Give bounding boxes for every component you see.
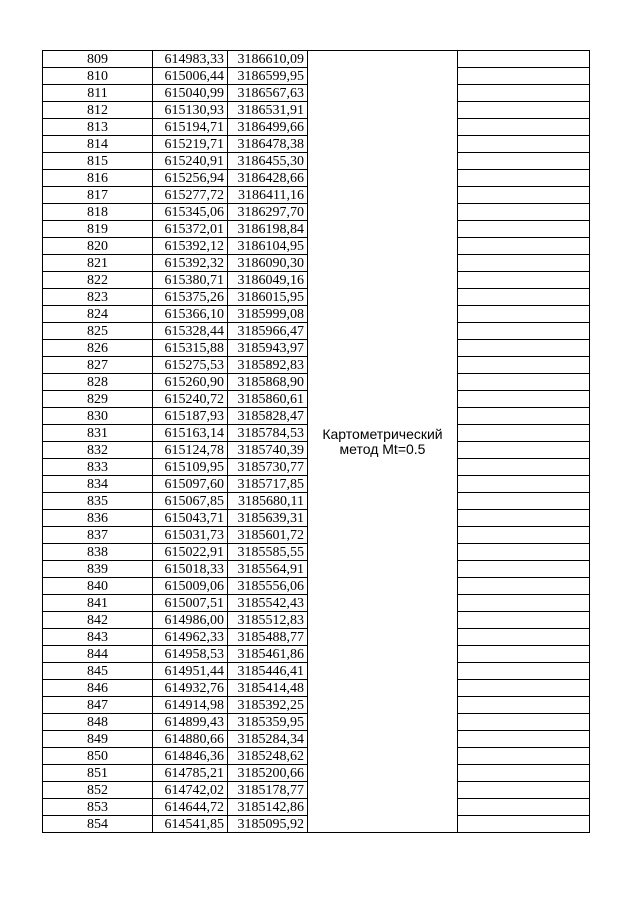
point-number-cell: 817 (43, 187, 153, 204)
x-coordinate-cell: 615007,51 (153, 595, 228, 612)
point-number-cell: 814 (43, 136, 153, 153)
empty-cell (458, 51, 590, 68)
empty-cell (458, 799, 590, 816)
y-coordinate-cell: 3185639,31 (228, 510, 308, 527)
point-number-cell: 831 (43, 425, 153, 442)
empty-cell (458, 272, 590, 289)
x-coordinate-cell: 614742,02 (153, 782, 228, 799)
point-number-cell: 820 (43, 238, 153, 255)
x-coordinate-cell: 615130,93 (153, 102, 228, 119)
x-coordinate-cell: 614899,43 (153, 714, 228, 731)
empty-cell (458, 170, 590, 187)
y-coordinate-cell: 3186198,84 (228, 221, 308, 238)
point-number-cell: 842 (43, 612, 153, 629)
y-coordinate-cell: 3186428,66 (228, 170, 308, 187)
point-number-cell: 824 (43, 306, 153, 323)
empty-cell (458, 680, 590, 697)
x-coordinate-cell: 615018,33 (153, 561, 228, 578)
empty-cell (458, 221, 590, 238)
x-coordinate-cell: 614986,00 (153, 612, 228, 629)
x-coordinate-cell: 614962,33 (153, 629, 228, 646)
y-coordinate-cell: 3185392,25 (228, 697, 308, 714)
x-coordinate-cell: 614644,72 (153, 799, 228, 816)
y-coordinate-cell: 3185095,92 (228, 816, 308, 833)
x-coordinate-cell: 614951,44 (153, 663, 228, 680)
y-coordinate-cell: 3185556,06 (228, 578, 308, 595)
empty-cell (458, 85, 590, 102)
point-number-cell: 847 (43, 697, 153, 714)
y-coordinate-cell: 3185860,61 (228, 391, 308, 408)
empty-cell (458, 153, 590, 170)
empty-cell (458, 561, 590, 578)
empty-cell (458, 527, 590, 544)
point-number-cell: 852 (43, 782, 153, 799)
point-number-cell: 821 (43, 255, 153, 272)
empty-cell (458, 697, 590, 714)
point-number-cell: 812 (43, 102, 153, 119)
x-coordinate-cell: 615240,72 (153, 391, 228, 408)
y-coordinate-cell: 3185542,43 (228, 595, 308, 612)
empty-cell (458, 204, 590, 221)
empty-cell (458, 612, 590, 629)
y-coordinate-cell: 3185585,55 (228, 544, 308, 561)
empty-cell (458, 816, 590, 833)
y-coordinate-cell: 3186599,95 (228, 68, 308, 85)
point-number-cell: 834 (43, 476, 153, 493)
x-coordinate-cell: 614932,76 (153, 680, 228, 697)
y-coordinate-cell: 3185248,62 (228, 748, 308, 765)
y-coordinate-cell: 3185868,90 (228, 374, 308, 391)
point-number-cell: 830 (43, 408, 153, 425)
y-coordinate-cell: 3185601,72 (228, 527, 308, 544)
y-coordinate-cell: 3186531,91 (228, 102, 308, 119)
point-number-cell: 811 (43, 85, 153, 102)
x-coordinate-cell: 615392,32 (153, 255, 228, 272)
point-number-cell: 825 (43, 323, 153, 340)
point-number-cell: 841 (43, 595, 153, 612)
y-coordinate-cell: 3185564,91 (228, 561, 308, 578)
x-coordinate-cell: 615366,10 (153, 306, 228, 323)
empty-cell (458, 102, 590, 119)
point-number-cell: 809 (43, 51, 153, 68)
x-coordinate-cell: 615375,26 (153, 289, 228, 306)
y-coordinate-cell: 3186499,66 (228, 119, 308, 136)
y-coordinate-cell: 3186049,16 (228, 272, 308, 289)
x-coordinate-cell: 614983,33 (153, 51, 228, 68)
empty-cell (458, 255, 590, 272)
x-coordinate-cell: 615187,93 (153, 408, 228, 425)
y-coordinate-cell: 3185892,83 (228, 357, 308, 374)
point-number-cell: 848 (43, 714, 153, 731)
empty-cell (458, 357, 590, 374)
point-number-cell: 832 (43, 442, 153, 459)
y-coordinate-cell: 3185784,53 (228, 425, 308, 442)
x-coordinate-cell: 615194,71 (153, 119, 228, 136)
point-number-cell: 818 (43, 204, 153, 221)
point-number-cell: 828 (43, 374, 153, 391)
y-coordinate-cell: 3185488,77 (228, 629, 308, 646)
empty-cell (458, 187, 590, 204)
empty-cell (458, 782, 590, 799)
empty-cell (458, 578, 590, 595)
x-coordinate-cell: 615328,44 (153, 323, 228, 340)
x-coordinate-cell: 615022,91 (153, 544, 228, 561)
x-coordinate-cell: 615392,12 (153, 238, 228, 255)
y-coordinate-cell: 3185359,95 (228, 714, 308, 731)
point-number-cell: 851 (43, 765, 153, 782)
empty-cell (458, 765, 590, 782)
y-coordinate-cell: 3185284,34 (228, 731, 308, 748)
x-coordinate-cell: 614785,21 (153, 765, 228, 782)
x-coordinate-cell: 615006,44 (153, 68, 228, 85)
y-coordinate-cell: 3185943,97 (228, 340, 308, 357)
empty-cell (458, 748, 590, 765)
y-coordinate-cell: 3185512,83 (228, 612, 308, 629)
empty-cell (458, 731, 590, 748)
empty-cell (458, 459, 590, 476)
y-coordinate-cell: 3186567,63 (228, 85, 308, 102)
y-coordinate-cell: 3185414,48 (228, 680, 308, 697)
point-number-cell: 822 (43, 272, 153, 289)
y-coordinate-cell: 3185966,47 (228, 323, 308, 340)
method-line-2: метод Mt=0.5 (339, 440, 426, 457)
x-coordinate-cell: 615315,88 (153, 340, 228, 357)
x-coordinate-cell: 615256,94 (153, 170, 228, 187)
empty-cell (458, 391, 590, 408)
x-coordinate-cell: 614846,36 (153, 748, 228, 765)
x-coordinate-cell: 615260,90 (153, 374, 228, 391)
empty-cell (458, 408, 590, 425)
x-coordinate-cell: 615097,60 (153, 476, 228, 493)
x-coordinate-cell: 615380,71 (153, 272, 228, 289)
y-coordinate-cell: 3186090,30 (228, 255, 308, 272)
coordinates-table (42, 50, 590, 833)
x-coordinate-cell: 614914,98 (153, 697, 228, 714)
empty-cell (458, 629, 590, 646)
point-number-cell: 827 (43, 357, 153, 374)
y-coordinate-cell: 3186411,16 (228, 187, 308, 204)
y-coordinate-cell: 3185461,86 (228, 646, 308, 663)
x-coordinate-cell: 615043,71 (153, 510, 228, 527)
x-coordinate-cell: 614880,66 (153, 731, 228, 748)
y-coordinate-cell: 3185828,47 (228, 408, 308, 425)
point-number-cell: 854 (43, 816, 153, 833)
point-number-cell: 823 (43, 289, 153, 306)
y-coordinate-cell: 3185178,77 (228, 782, 308, 799)
empty-cell (458, 663, 590, 680)
empty-cell (458, 323, 590, 340)
x-coordinate-cell: 615031,73 (153, 527, 228, 544)
x-coordinate-cell: 615345,06 (153, 204, 228, 221)
y-coordinate-cell: 3185446,41 (228, 663, 308, 680)
x-coordinate-cell: 615219,71 (153, 136, 228, 153)
point-number-cell: 810 (43, 68, 153, 85)
point-number-cell: 833 (43, 459, 153, 476)
empty-cell (458, 646, 590, 663)
x-coordinate-cell: 615163,14 (153, 425, 228, 442)
point-number-cell: 838 (43, 544, 153, 561)
x-coordinate-cell: 615109,95 (153, 459, 228, 476)
y-coordinate-cell: 3185200,66 (228, 765, 308, 782)
x-coordinate-cell: 615240,91 (153, 153, 228, 170)
x-coordinate-cell: 614541,85 (153, 816, 228, 833)
x-coordinate-cell: 615372,01 (153, 221, 228, 238)
point-number-cell: 815 (43, 153, 153, 170)
x-coordinate-cell: 615067,85 (153, 493, 228, 510)
empty-cell (458, 510, 590, 527)
point-number-cell: 816 (43, 170, 153, 187)
empty-cell (458, 340, 590, 357)
point-number-cell: 845 (43, 663, 153, 680)
empty-cell (458, 374, 590, 391)
empty-cell (458, 493, 590, 510)
y-coordinate-cell: 3185740,39 (228, 442, 308, 459)
method-cell (308, 51, 458, 833)
point-number-cell: 849 (43, 731, 153, 748)
point-number-cell: 844 (43, 646, 153, 663)
y-coordinate-cell: 3185717,85 (228, 476, 308, 493)
y-coordinate-cell: 3186610,09 (228, 51, 308, 68)
point-number-cell: 836 (43, 510, 153, 527)
y-coordinate-cell: 3185680,11 (228, 493, 308, 510)
table-row (43, 51, 590, 68)
empty-cell (458, 595, 590, 612)
empty-cell (458, 289, 590, 306)
empty-cell (458, 442, 590, 459)
point-number-cell: 850 (43, 748, 153, 765)
method-line-1: Картометрический (322, 425, 443, 442)
empty-cell (458, 425, 590, 442)
x-coordinate-cell: 615124,78 (153, 442, 228, 459)
x-coordinate-cell: 615040,99 (153, 85, 228, 102)
y-coordinate-cell: 3186015,95 (228, 289, 308, 306)
coordinates-table-body (43, 51, 590, 833)
point-number-cell: 846 (43, 680, 153, 697)
point-number-cell: 835 (43, 493, 153, 510)
y-coordinate-cell: 3186455,30 (228, 153, 308, 170)
empty-cell (458, 306, 590, 323)
y-coordinate-cell: 3186104,95 (228, 238, 308, 255)
point-number-cell: 819 (43, 221, 153, 238)
point-number-cell: 840 (43, 578, 153, 595)
point-number-cell: 813 (43, 119, 153, 136)
x-coordinate-cell: 615009,06 (153, 578, 228, 595)
point-number-cell: 839 (43, 561, 153, 578)
point-number-cell: 853 (43, 799, 153, 816)
point-number-cell: 837 (43, 527, 153, 544)
y-coordinate-cell: 3185730,77 (228, 459, 308, 476)
point-number-cell: 829 (43, 391, 153, 408)
empty-cell (458, 714, 590, 731)
empty-cell (458, 136, 590, 153)
empty-cell (458, 476, 590, 493)
empty-cell (458, 68, 590, 85)
point-number-cell: 826 (43, 340, 153, 357)
x-coordinate-cell: 614958,53 (153, 646, 228, 663)
point-number-cell: 843 (43, 629, 153, 646)
x-coordinate-cell: 615277,72 (153, 187, 228, 204)
empty-cell (458, 238, 590, 255)
y-coordinate-cell: 3185999,08 (228, 306, 308, 323)
y-coordinate-cell: 3185142,86 (228, 799, 308, 816)
empty-cell (458, 544, 590, 561)
empty-cell (458, 119, 590, 136)
y-coordinate-cell: 3186478,38 (228, 136, 308, 153)
y-coordinate-cell: 3186297,70 (228, 204, 308, 221)
x-coordinate-cell: 615275,53 (153, 357, 228, 374)
